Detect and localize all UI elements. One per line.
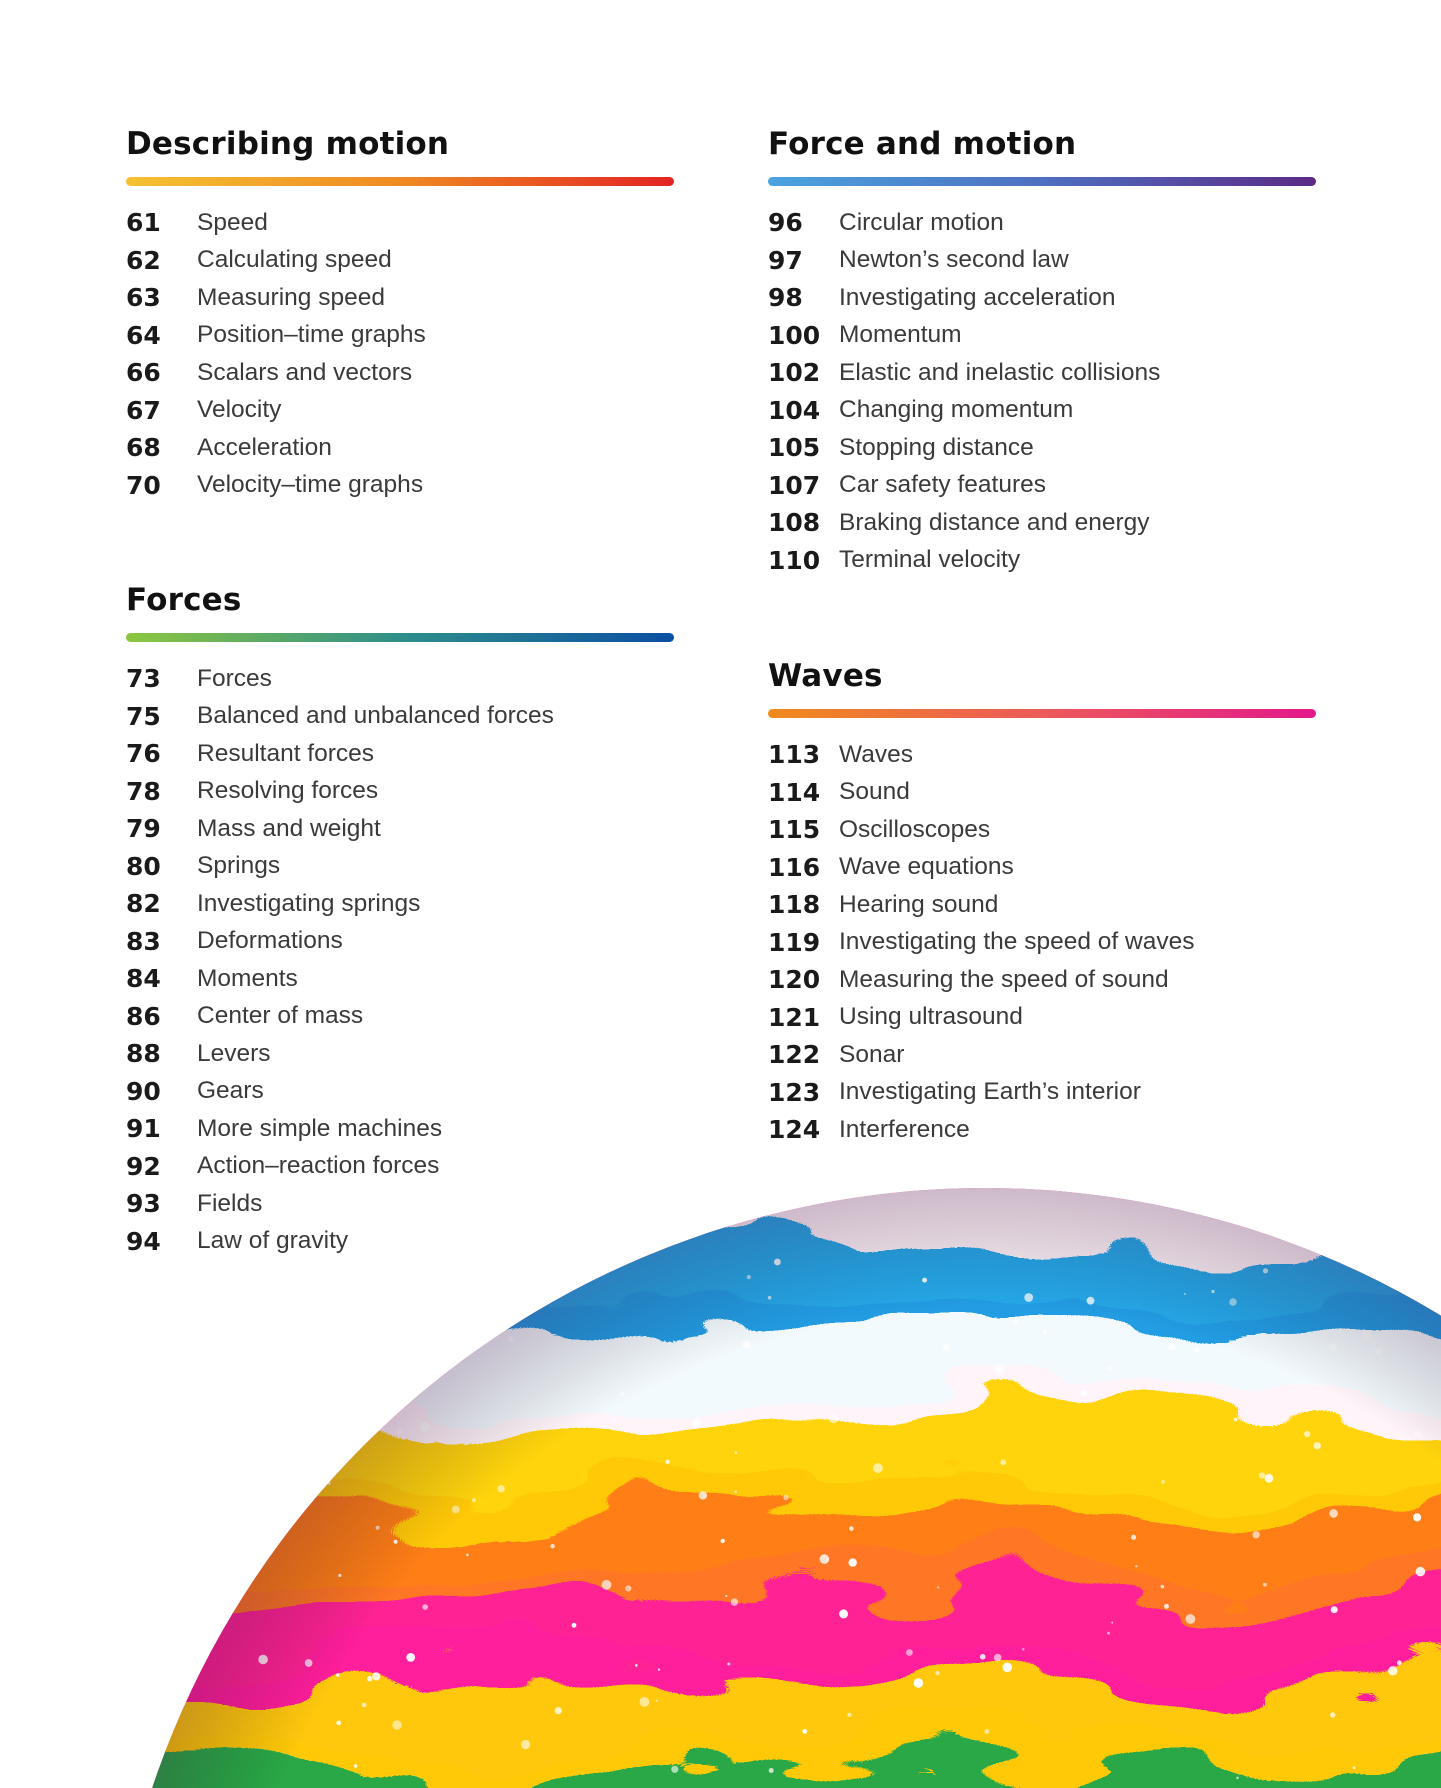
toc-entry: [126, 204, 426, 242]
toc-entry-title: Center of mass: [197, 1002, 364, 1030]
toc-page-number: 82: [126, 889, 161, 919]
toc-page-number: 80: [126, 851, 161, 881]
toc-entry-title: Levers: [197, 1039, 271, 1067]
toc-entry-title: Acceleration: [197, 433, 332, 461]
toc-page-number: 62: [126, 245, 161, 275]
toc-page-number: 78: [126, 776, 161, 806]
toc-entry-title: Waves: [839, 740, 913, 768]
toc-entry-title: Using ultrasound: [839, 1003, 1023, 1031]
section-title: Waves: [768, 658, 883, 694]
toc-entry: [768, 354, 1160, 392]
toc-page-number: 123: [768, 1077, 821, 1107]
section-force-and-motion: [768, 124, 1316, 575]
toc-entry-title: Oscilloscopes: [839, 815, 991, 843]
toc-page-number: 63: [126, 283, 161, 313]
toc-page-number: 75: [126, 701, 161, 731]
toc-page-number: 122: [768, 1040, 821, 1070]
toc-entry-title: Deformations: [197, 927, 343, 955]
toc-entry: [126, 698, 554, 736]
toc-page-number: 110: [768, 545, 821, 575]
toc-page-number: 108: [768, 508, 821, 538]
toc-entry-title: Sound: [839, 778, 910, 806]
section-title: Force and motion: [768, 126, 1077, 162]
section-title: Forces: [126, 582, 242, 618]
toc-entry-title: Law of gravity: [197, 1227, 349, 1255]
toc-entry: [768, 849, 1194, 887]
toc-entry: [126, 1073, 554, 1111]
toc-page-number: 104: [768, 395, 821, 425]
toc-page-number: 90: [126, 1076, 161, 1106]
toc-entry-title: More simple machines: [197, 1114, 443, 1142]
toc-page-number: 120: [768, 965, 821, 995]
toc-entry: [126, 998, 554, 1036]
toc-page-number: 91: [126, 1114, 161, 1144]
toc-page-number: 100: [768, 320, 821, 350]
toc-entry-title: Sonar: [839, 1040, 905, 1068]
section-color-rule: [126, 177, 674, 186]
toc-page-number: 118: [768, 890, 821, 920]
toc-entry: [768, 317, 1160, 355]
toc-page-number: 105: [768, 433, 821, 463]
toc-entry: [126, 1110, 554, 1148]
toc-entry: [768, 961, 1194, 999]
toc-entry: [126, 923, 554, 961]
toc-entry-title: Stopping distance: [839, 433, 1034, 461]
soap-bubble-illustration: [107, 1188, 1441, 1788]
toc-entry-title: Investigating acceleration: [839, 283, 1116, 311]
toc-page-number: 92: [126, 1151, 161, 1181]
toc-entry-title: Gears: [197, 1077, 264, 1105]
toc-list: [768, 204, 1160, 579]
toc-entry: [126, 773, 554, 811]
toc-entry-title: Moments: [197, 964, 298, 992]
toc-page-number: 83: [126, 926, 161, 956]
bubble-swirl-pattern: [107, 1188, 1441, 1788]
toc-entry-title: Speed: [197, 208, 268, 236]
toc-list: [126, 204, 426, 504]
toc-list: [768, 736, 1194, 1149]
toc-page-number: 79: [126, 814, 161, 844]
toc-page-number: 73: [126, 664, 161, 694]
toc-page-number: 119: [768, 927, 821, 957]
toc-entry: [126, 279, 426, 317]
toc-entry-title: Investigating springs: [197, 889, 421, 917]
toc-entry: [768, 392, 1160, 430]
toc-page-number: 121: [768, 1002, 821, 1032]
section-color-rule: [768, 177, 1316, 186]
toc-entry-title: Measuring the speed of sound: [839, 965, 1169, 993]
toc-page-number: 68: [126, 433, 161, 463]
toc-entry: [126, 1148, 554, 1186]
toc-entry: [126, 960, 554, 998]
section-forces: [126, 580, 674, 1256]
section-title: Describing motion: [126, 126, 450, 162]
toc-entry-title: Mass and weight: [197, 814, 381, 842]
toc-page-number: 113: [768, 740, 821, 770]
toc-page-number: 107: [768, 470, 821, 500]
toc-page-number: 66: [126, 358, 161, 388]
toc-page-number: 67: [126, 395, 161, 425]
toc-entry-title: Resultant forces: [197, 739, 375, 767]
toc-entry: [126, 1035, 554, 1073]
toc-entry-title: Velocity–time graphs: [197, 471, 424, 499]
toc-entry-title: Investigating Earth’s interior: [839, 1078, 1141, 1106]
toc-entry: [768, 504, 1160, 542]
toc-page-number: 98: [768, 283, 803, 313]
toc-entry: [126, 392, 426, 430]
toc-entry: [768, 736, 1194, 774]
toc-entry-title: Position–time graphs: [197, 321, 426, 349]
toc-page-number: 93: [126, 1189, 161, 1219]
toc-entry: [126, 317, 426, 355]
toc-entry: [768, 886, 1194, 924]
toc-entry: [768, 542, 1160, 580]
section-color-rule: [768, 709, 1316, 718]
toc-entry: [126, 735, 554, 773]
soap-bubble-image: [0, 1188, 1441, 1788]
toc-page-number: 88: [126, 1039, 161, 1069]
toc-page-number: 64: [126, 320, 161, 350]
toc-entry: [126, 660, 554, 698]
toc-page-number: 76: [126, 739, 161, 769]
toc-entry-title: Velocity: [197, 396, 282, 424]
section-waves: [768, 656, 1316, 1145]
toc-page-number: 116: [768, 852, 821, 882]
toc-entry-title: Hearing sound: [839, 890, 999, 918]
toc-page-number: 102: [768, 358, 821, 388]
toc-page-number: 86: [126, 1001, 161, 1031]
toc-entry: [768, 279, 1160, 317]
toc-entry: [768, 1074, 1194, 1112]
toc-entry: [126, 810, 554, 848]
toc-entry: [126, 885, 554, 923]
toc-page-number: 114: [768, 777, 821, 807]
toc-entry-title: Scalars and vectors: [197, 358, 413, 386]
toc-entry: [126, 242, 426, 280]
toc-entry-title: Balanced and unbalanced forces: [197, 702, 554, 730]
toc-entry-title: Changing momentum: [839, 396, 1074, 424]
toc-page-number: 94: [126, 1226, 161, 1256]
toc-entry: [768, 1111, 1194, 1149]
toc-entry: [126, 848, 554, 886]
toc-entry-title: Elastic and inelastic collisions: [839, 358, 1161, 386]
toc-entry: [768, 774, 1194, 812]
toc-page-number: 124: [768, 1115, 821, 1145]
toc-entry-title: Resolving forces: [197, 777, 379, 805]
toc-entry: [768, 1036, 1194, 1074]
toc-page-number: 97: [768, 245, 803, 275]
toc-entry: [768, 924, 1194, 962]
toc-entry: [126, 354, 426, 392]
toc-entry: [768, 204, 1160, 242]
toc-entry-title: Action–reaction forces: [197, 1152, 440, 1180]
toc-entry-title: Wave equations: [839, 853, 1014, 881]
toc-entry-title: Braking distance and energy: [839, 508, 1150, 536]
toc-entry: [126, 429, 426, 467]
toc-entry-title: Interference: [839, 1115, 970, 1143]
toc-entry: [768, 242, 1160, 280]
toc-page-number: 115: [768, 815, 821, 845]
toc-entry-title: Newton’s second law: [839, 246, 1069, 274]
toc-page-number: 96: [768, 208, 803, 238]
toc-entry-title: Forces: [197, 664, 272, 692]
toc-list: [126, 660, 554, 1260]
toc-entry-title: Fields: [197, 1189, 263, 1217]
toc-entry-title: Momentum: [839, 321, 962, 349]
section-color-rule: [126, 633, 674, 642]
toc-entry-title: Measuring speed: [197, 283, 385, 311]
toc-entry-title: Car safety features: [839, 471, 1046, 499]
toc-entry: [768, 811, 1194, 849]
toc-entry: [126, 467, 426, 505]
section-describing-motion: [126, 124, 674, 500]
toc-page-number: 84: [126, 964, 161, 994]
toc-entry: [768, 429, 1160, 467]
toc-entry: [768, 467, 1160, 505]
toc-entry-title: Springs: [197, 852, 281, 880]
toc-entry: [768, 999, 1194, 1037]
toc-page-number: 70: [126, 470, 161, 500]
toc-entry-title: Terminal velocity: [839, 546, 1021, 574]
toc-page-number: 61: [126, 208, 161, 238]
toc-entry-title: Calculating speed: [197, 246, 392, 274]
toc-entry-title: Circular motion: [839, 208, 1004, 236]
toc-entry-title: Investigating the speed of waves: [839, 928, 1195, 956]
